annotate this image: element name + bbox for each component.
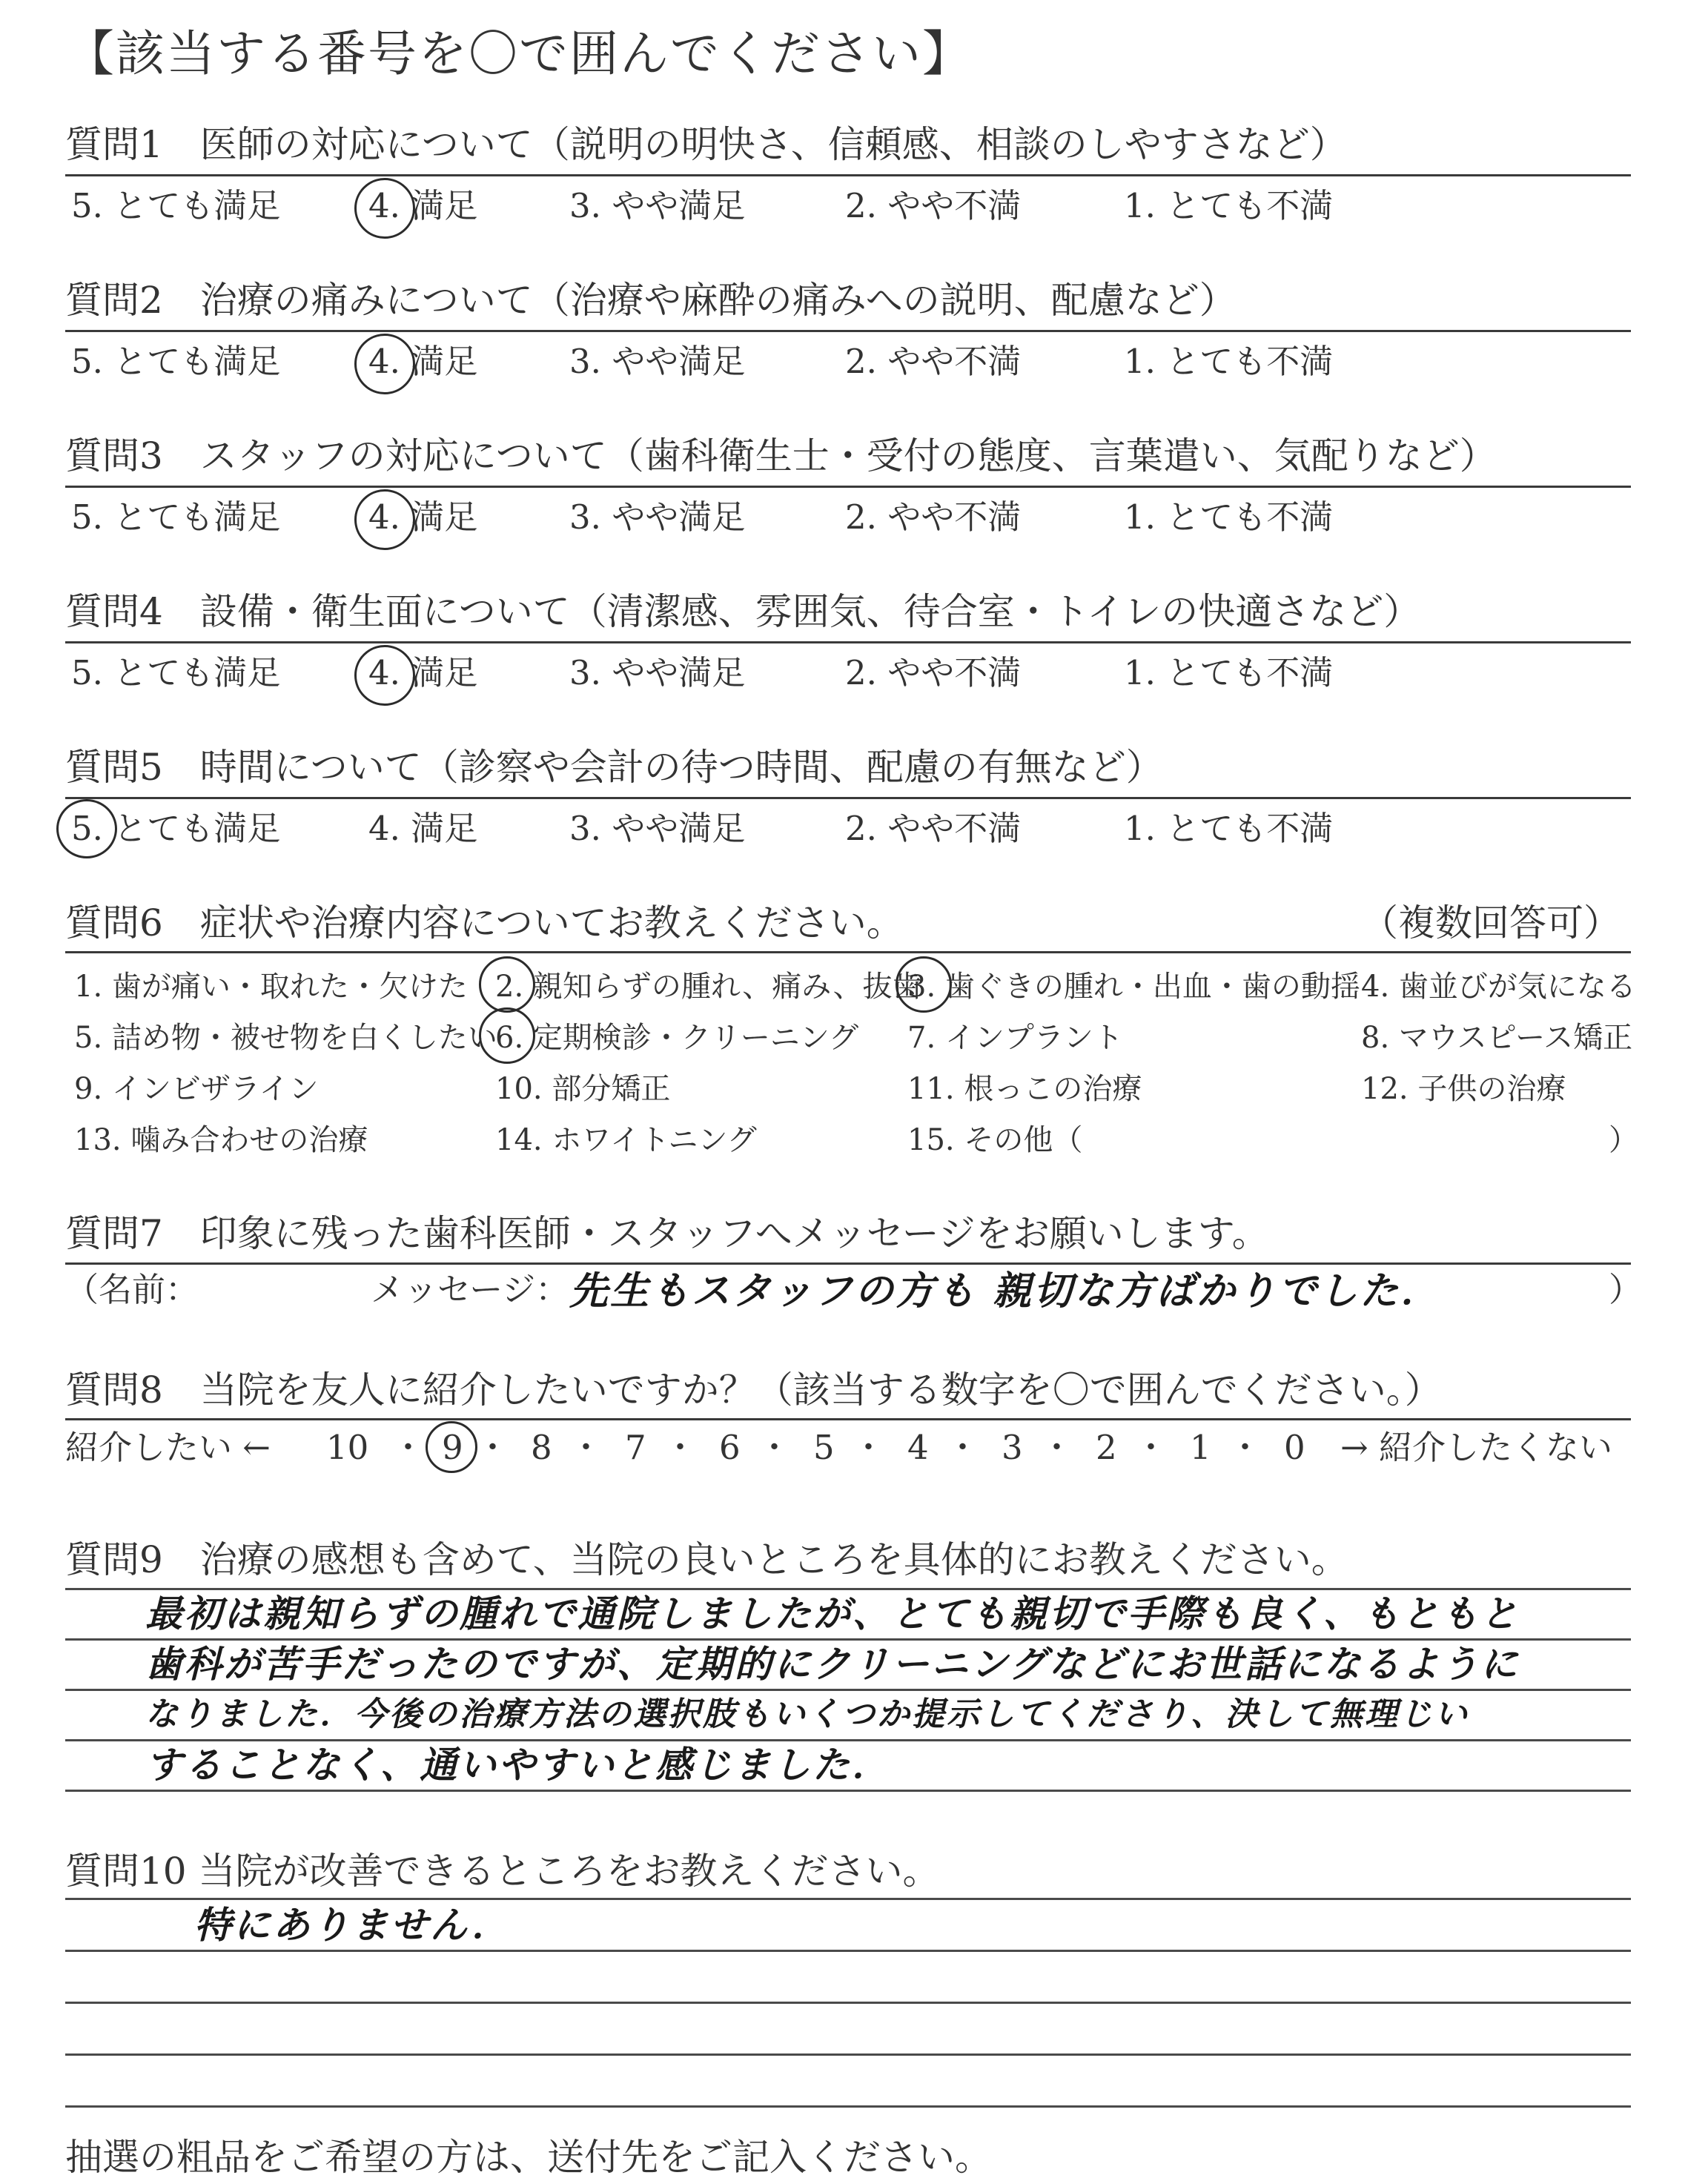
q4-option-2[interactable]: 2. やや不満: [845, 653, 1022, 692]
q8-scale-8[interactable]: 8: [531, 1428, 552, 1467]
q4-option-5[interactable]: 5. とても満足: [71, 653, 281, 692]
q9-answer-line: [65, 1790, 1631, 1792]
q1-option-2[interactable]: 2. やや不満: [845, 186, 1022, 225]
q8-separator: ・: [391, 1428, 426, 1467]
q3-title: 質問3 スタッフの対応について（歯科衛生士・受付の態度、言葉遣い、気配りなど）: [65, 434, 1497, 477]
q8-separator: ・: [852, 1428, 886, 1467]
q7-message-label: メッセージ：: [371, 1270, 569, 1309]
q6-option-9[interactable]: 9. インビザライン: [74, 1072, 319, 1106]
q3-option-2[interactable]: 2. やや不満: [845, 497, 1022, 537]
q3-option-1[interactable]: 1. とても不満: [1124, 497, 1334, 537]
q9-answer-line-3: なりました．今後の治療方法の選択肢もいくつか提示してくださり、決して無理じい: [145, 1695, 1469, 1733]
q6-rule: [65, 951, 1631, 953]
q6-option-7[interactable]: 7. インプラント: [907, 1021, 1123, 1055]
q2-title: 質問2 治療の痛みについて（治療や麻酔の痛みへの説明、配慮など）: [65, 279, 1237, 322]
q6-selection-circle-3: [896, 956, 952, 1013]
q8-separator: ・: [1228, 1428, 1262, 1467]
q4-option-1[interactable]: 1. とても不満: [1124, 653, 1334, 692]
q9-answer-line: [65, 1689, 1631, 1691]
q8-left-label: 紹介したい ←: [65, 1428, 271, 1467]
q10-answer-line: [65, 2105, 1631, 2108]
footer-note: 抽選の粗品をご希望の方は、送付先をご記入ください。: [65, 2136, 992, 2179]
q1-option-4[interactable]: 4. 満足: [368, 186, 478, 225]
q10-answer-line: [65, 2002, 1631, 2004]
q10-answer-line: [65, 1950, 1631, 1952]
q8-rule: [65, 1418, 1631, 1420]
q6-other-close-paren: ）: [1609, 1123, 1638, 1157]
q2-option-4[interactable]: 4. 満足: [368, 342, 478, 381]
q4-option-4[interactable]: 4. 満足: [368, 653, 478, 692]
q1-selection-circle: [354, 178, 415, 239]
q4-title: 質問4 設備・衛生面について（清潔感、雰囲気、待合室・トイレの快適さなど）: [65, 590, 1421, 633]
q8-scale-5[interactable]: 5: [813, 1428, 835, 1467]
q8-scale-6[interactable]: 6: [719, 1428, 741, 1467]
q7-name-label: （名前：: [65, 1270, 199, 1309]
q6-option-8[interactable]: 8. マウスピース矯正: [1361, 1021, 1633, 1055]
q8-separator: ・: [1134, 1428, 1168, 1467]
q9-answer-line: [65, 1638, 1631, 1641]
q6-option-2[interactable]: 2. 親知らずの腫れ、痛み、抜歯: [495, 970, 922, 1004]
q6-option-11[interactable]: 11. 根っこの治療: [907, 1072, 1142, 1106]
q2-selection-circle: [354, 334, 415, 394]
q8-separator: ・: [476, 1428, 510, 1467]
q3-rule: [65, 486, 1631, 488]
q8-scale-2[interactable]: 2: [1096, 1428, 1117, 1467]
q8-separator: ・: [946, 1428, 980, 1467]
q9-title: 質問9 治療の感想も含めて、当院の良いところを具体的にお教えください。: [65, 1538, 1348, 1581]
q5-option-2[interactable]: 2. やや不満: [845, 809, 1022, 848]
q6-option-5[interactable]: 5. 詰め物・被せ物を白くしたい: [74, 1021, 497, 1055]
q9-answer-line-1: 最初は親知らずの腫れで通院しましたが、とても親切で手際も良く、もともと: [145, 1592, 1520, 1635]
q1-title: 質問1 医師の対応について（説明の明快さ、信頼感、相談のしやすさなど）: [65, 123, 1347, 166]
q6-selection-circle-6: [479, 1007, 535, 1064]
q4-selection-circle: [354, 645, 415, 706]
q2-rule: [65, 330, 1631, 332]
q7-message-handwritten: 先生もスタッフの方も 親切な方ばかりでした．: [569, 1269, 1442, 1314]
q1-option-1[interactable]: 1. とても不満: [1124, 186, 1334, 225]
q9-rule: [65, 1588, 1631, 1590]
q7-rule: [65, 1262, 1631, 1265]
q6-option-12[interactable]: 12. 子供の治療: [1361, 1072, 1566, 1106]
q2-option-2[interactable]: 2. やや不満: [845, 342, 1022, 381]
q5-option-1[interactable]: 1. とても不満: [1124, 809, 1334, 848]
q9-answer-line-2: 歯科が苦手だったのですが、定期的にクリーニングなどにお世話になるように: [145, 1643, 1520, 1686]
q8-scale-0[interactable]: 0: [1284, 1428, 1305, 1467]
q6-selection-circle-2: [479, 956, 535, 1013]
q8-scale-10[interactable]: 10: [326, 1428, 369, 1467]
q5-rule: [65, 797, 1631, 799]
q1-option-5[interactable]: 5. とても満足: [71, 186, 281, 225]
q7-close-paren: ）: [1609, 1270, 1643, 1309]
q10-answer-line: [65, 2053, 1631, 2056]
q3-selection-circle: [354, 489, 415, 550]
q6-note: （複数回答可）: [1361, 901, 1621, 944]
q4-option-3[interactable]: 3. やや満足: [569, 653, 746, 692]
q6-option-15[interactable]: 15. その他（: [907, 1123, 1083, 1157]
q8-scale-4[interactable]: 4: [907, 1428, 929, 1467]
q8-scale-9[interactable]: 9: [442, 1428, 463, 1467]
q8-scale-1[interactable]: 1: [1190, 1428, 1211, 1467]
page-heading: 【該当する番号を〇で囲んでください】: [65, 25, 973, 82]
q4-rule: [65, 641, 1631, 643]
q8-right-label: → 紹介したくない: [1340, 1428, 1613, 1467]
q1-rule: [65, 174, 1631, 176]
q8-separator: ・: [758, 1428, 792, 1467]
q2-option-5[interactable]: 5. とても満足: [71, 342, 281, 381]
q3-option-3[interactable]: 3. やや満足: [569, 497, 746, 537]
q6-option-10[interactable]: 10. 部分矯正: [495, 1072, 671, 1106]
q6-option-4[interactable]: 4. 歯並びが気になる: [1361, 970, 1636, 1004]
q1-option-3[interactable]: 3. やや満足: [569, 186, 746, 225]
q8-separator: ・: [1040, 1428, 1074, 1467]
q5-title: 質問5 時間について（診察や会計の待つ時間、配慮の有無など）: [65, 746, 1163, 789]
q6-option-6[interactable]: 6. 定期検診・クリーニング: [495, 1021, 859, 1055]
q6-option-1[interactable]: 1. 歯が痛い・取れた・欠けた: [74, 970, 468, 1004]
q7-title: 質問7 印象に残った歯科医師・スタッフへメッセージをお願いします。: [65, 1212, 1269, 1255]
q6-title: 質問6 症状や治療内容についてお教えください。: [65, 901, 904, 944]
q10-rule: [65, 1898, 1631, 1900]
q8-selection-circle: [426, 1421, 477, 1473]
q8-scale-3[interactable]: 3: [1002, 1428, 1023, 1467]
q3-option-5[interactable]: 5. とても満足: [71, 497, 281, 537]
q8-separator: ・: [569, 1428, 603, 1467]
q10-answer-handwritten: 特にありません．: [194, 1904, 511, 1947]
q5-option-4[interactable]: 4. 満足: [368, 809, 478, 848]
q2-option-1[interactable]: 1. とても不満: [1124, 342, 1334, 381]
q5-option-5[interactable]: 5. とても満足: [71, 809, 281, 848]
q5-option-3[interactable]: 3. やや満足: [569, 809, 746, 848]
q8-scale-7[interactable]: 7: [625, 1428, 646, 1467]
q6-option-3[interactable]: 3. 歯ぐきの腫れ・出血・歯の動揺: [907, 970, 1360, 1004]
q10-title: 質問10 当院が改善できるところをお教えください。: [65, 1850, 940, 1893]
q9-answer-line-4: することなく、通いやすいと感じました．: [145, 1744, 891, 1787]
q9-answer-line: [65, 1739, 1631, 1741]
q5-selection-circle: [56, 799, 117, 858]
q8-title: 質問8 当院を友人に紹介したいですか？（該当する数字を〇で囲んでください。）: [65, 1368, 1442, 1411]
q8-separator: ・: [663, 1428, 698, 1467]
q6-option-14[interactable]: 14. ホワイトニング: [495, 1123, 757, 1157]
q3-option-4[interactable]: 4. 満足: [368, 497, 478, 537]
q6-option-13[interactable]: 13. 噛み合わせの治療: [74, 1123, 368, 1157]
q2-option-3[interactable]: 3. やや満足: [569, 342, 746, 381]
